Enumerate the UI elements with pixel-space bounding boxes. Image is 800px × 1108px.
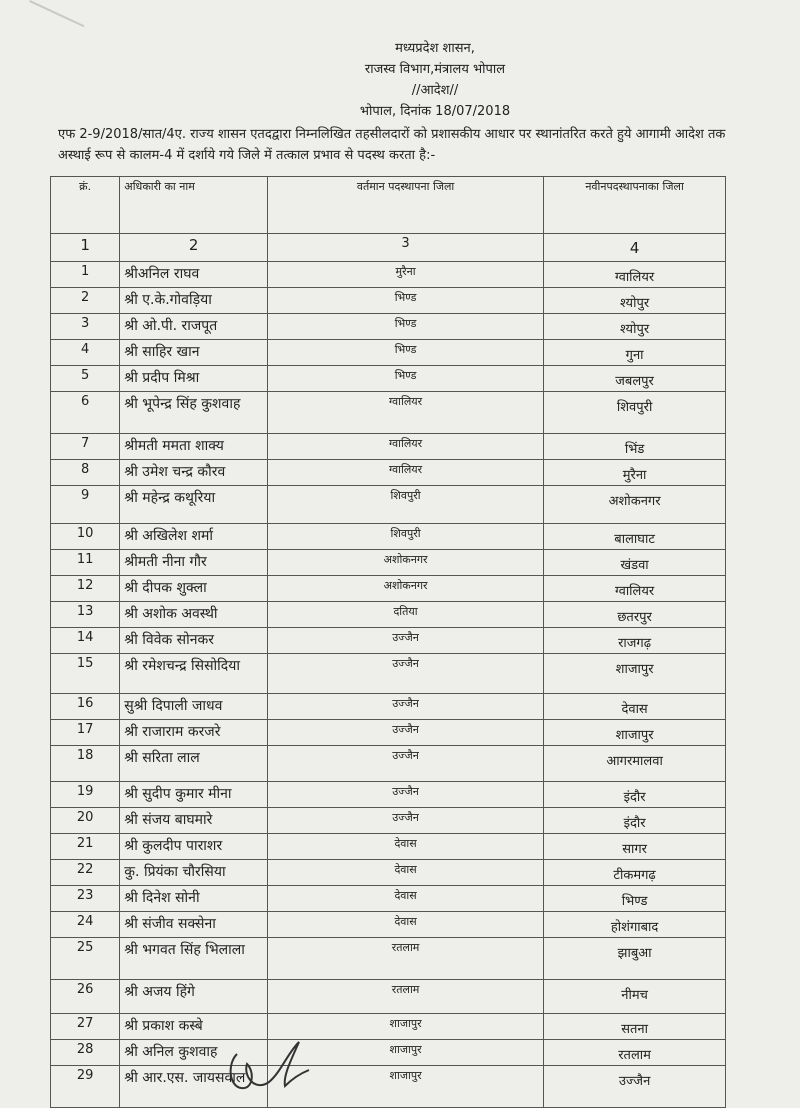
officer-name-cell: श्रीअनिल राघव bbox=[120, 262, 268, 288]
new-district-cell: गुना bbox=[544, 340, 726, 366]
officer-name-cell: श्री राजाराम करजरे bbox=[120, 720, 268, 746]
current-district-cell: अशोकनगर bbox=[267, 550, 543, 576]
table-row bbox=[51, 782, 726, 808]
current-district-cell: रतलाम bbox=[267, 938, 543, 980]
serial-cell: 26 bbox=[51, 980, 120, 1014]
officer-name-cell: श्रीमती नीना गौर bbox=[120, 550, 268, 576]
current-district-cell: ग्वालियर bbox=[267, 434, 543, 460]
col-header-current: वर्तमान पदस्थापना जिला bbox=[267, 177, 543, 234]
table-row bbox=[51, 1066, 726, 1108]
serial-cell: 19 bbox=[51, 782, 120, 808]
table-row bbox=[51, 694, 726, 720]
serial-cell: 17 bbox=[51, 720, 120, 746]
new-district-cell: होशंगाबाद bbox=[544, 912, 726, 938]
transfer-table bbox=[50, 176, 726, 1108]
officer-name-cell: श्री अखिलेश शर्मा bbox=[120, 524, 268, 550]
officer-name-cell: श्री सरिता लाल bbox=[120, 746, 268, 782]
serial-cell: 8 bbox=[51, 460, 120, 486]
current-district-cell: शाजापुर bbox=[267, 1014, 543, 1040]
current-district-cell: मुरैना bbox=[267, 262, 543, 288]
header-government: मध्यप्रदेश शासन, bbox=[395, 41, 475, 56]
officer-name-cell: श्री कुलदीप पाराशर bbox=[120, 834, 268, 860]
current-district-cell: उज्जैन bbox=[267, 720, 543, 746]
officer-name-cell: श्री ओ.पी. राजपूत bbox=[120, 314, 268, 340]
serial-cell: 1 bbox=[51, 262, 120, 288]
column-number: 3 bbox=[267, 234, 543, 262]
officer-name-cell: श्री विवेक सोनकर bbox=[120, 628, 268, 654]
table-row bbox=[51, 860, 726, 886]
new-district-cell: सतना bbox=[544, 1014, 726, 1040]
table-row bbox=[51, 886, 726, 912]
officer-name-cell: श्री आर.एस. जायसवाल bbox=[120, 1066, 268, 1108]
serial-cell: 10 bbox=[51, 524, 120, 550]
officer-name-cell: श्री उमेश चन्द्र कौरव bbox=[120, 460, 268, 486]
officer-name-cell: सुश्री दिपाली जाधव bbox=[120, 694, 268, 720]
serial-cell: 9 bbox=[51, 486, 120, 524]
serial-cell: 23 bbox=[51, 886, 120, 912]
current-district-cell: भिण्ड bbox=[267, 314, 543, 340]
new-district-cell: बालाघाट bbox=[544, 524, 726, 550]
serial-cell: 2 bbox=[51, 288, 120, 314]
table-row bbox=[51, 460, 726, 486]
table-row bbox=[51, 834, 726, 860]
table-row bbox=[51, 938, 726, 980]
officer-name-cell: श्री अशोक अवस्थी bbox=[120, 602, 268, 628]
serial-cell: 20 bbox=[51, 808, 120, 834]
table-row bbox=[51, 808, 726, 834]
serial-cell: 18 bbox=[51, 746, 120, 782]
current-district-cell: ग्वालियर bbox=[267, 392, 543, 434]
serial-cell: 13 bbox=[51, 602, 120, 628]
header-date: भोपाल, दिनांक 18/07/2018 bbox=[359, 104, 511, 119]
current-district-cell: देवास bbox=[267, 834, 543, 860]
officer-name-cell: श्री दिनेश सोनी bbox=[120, 886, 268, 912]
serial-cell: 12 bbox=[51, 576, 120, 602]
new-district-cell: भिंड bbox=[544, 434, 726, 460]
new-district-cell: भिण्ड bbox=[544, 886, 726, 912]
current-district-cell: भिण्ड bbox=[267, 288, 543, 314]
new-district-cell: इंदौर bbox=[544, 808, 726, 834]
officer-name-cell: श्री ए.के.गोवड़िया bbox=[120, 288, 268, 314]
current-district-cell: उज्जैन bbox=[267, 782, 543, 808]
current-district-cell: उज्जैन bbox=[267, 654, 543, 694]
table-row bbox=[51, 628, 726, 654]
serial-cell: 24 bbox=[51, 912, 120, 938]
current-district-cell: देवास bbox=[267, 860, 543, 886]
serial-cell: 29 bbox=[51, 1066, 120, 1108]
new-district-cell: श्योपुर bbox=[544, 288, 726, 314]
officer-name-cell: श्री साहिर खान bbox=[120, 340, 268, 366]
column-number: 2 bbox=[120, 234, 268, 262]
table-row bbox=[51, 434, 726, 460]
signature-mark bbox=[225, 1024, 315, 1096]
new-district-cell: झाबुआ bbox=[544, 938, 726, 980]
new-district-cell: खंडवा bbox=[544, 550, 726, 576]
col-header-serial: क्रं. bbox=[51, 177, 120, 234]
new-district-cell: जबलपुर bbox=[544, 366, 726, 392]
current-district-cell: शाजापुर bbox=[267, 1040, 543, 1066]
serial-cell: 15 bbox=[51, 654, 120, 694]
header-department: राजस्व विभाग,मंत्रालय भोपाल bbox=[364, 62, 506, 77]
current-district-cell: भिण्ड bbox=[267, 340, 543, 366]
serial-cell: 4 bbox=[51, 340, 120, 366]
table-row bbox=[51, 550, 726, 576]
officer-name-cell: श्री अनिल कुशवाह bbox=[120, 1040, 268, 1066]
current-district-cell: उज्जैन bbox=[267, 694, 543, 720]
table-row bbox=[51, 340, 726, 366]
officer-name-cell: श्री दीपक शुक्ला bbox=[120, 576, 268, 602]
serial-cell: 3 bbox=[51, 314, 120, 340]
officer-name-cell: श्री संजीव सक्सेना bbox=[120, 912, 268, 938]
table-row bbox=[51, 912, 726, 938]
table-header-row bbox=[51, 177, 726, 234]
table-row bbox=[51, 288, 726, 314]
current-district-cell: उज्जैन bbox=[267, 628, 543, 654]
serial-cell: 28 bbox=[51, 1040, 120, 1066]
officer-name-cell: श्री भूपेन्द्र सिंह कुशवाह bbox=[120, 392, 268, 434]
col-header-new: नवीनपदस्थापनाका जिला bbox=[544, 177, 726, 234]
officer-name-cell: श्री संजय बाघमारे bbox=[120, 808, 268, 834]
table-row bbox=[51, 524, 726, 550]
new-district-cell: श्योपुर bbox=[544, 314, 726, 340]
current-district-cell: देवास bbox=[267, 886, 543, 912]
new-district-cell: छतरपुर bbox=[544, 602, 726, 628]
table-row bbox=[51, 576, 726, 602]
document-header bbox=[0, 38, 800, 122]
current-district-cell: उज्जैन bbox=[267, 746, 543, 782]
officer-name-cell: श्री भगवत सिंह भिलाला bbox=[120, 938, 268, 980]
new-district-cell: आगरमालवा bbox=[544, 746, 726, 782]
table-row bbox=[51, 720, 726, 746]
table-row bbox=[51, 262, 726, 288]
current-district-cell: शिवपुरी bbox=[267, 524, 543, 550]
new-district-cell: टीकमगढ़ bbox=[544, 860, 726, 886]
serial-cell: 6 bbox=[51, 392, 120, 434]
current-district-cell: उज्जैन bbox=[267, 808, 543, 834]
table-row bbox=[51, 486, 726, 524]
officer-name-cell: श्री महेन्द्र कथूरिया bbox=[120, 486, 268, 524]
table-row bbox=[51, 746, 726, 782]
column-number: 4 bbox=[544, 234, 726, 262]
serial-cell: 27 bbox=[51, 1014, 120, 1040]
column-number-row bbox=[51, 234, 726, 262]
new-district-cell: राजगढ़ bbox=[544, 628, 726, 654]
serial-cell: 16 bbox=[51, 694, 120, 720]
serial-cell: 22 bbox=[51, 860, 120, 886]
current-district-cell: अशोकनगर bbox=[267, 576, 543, 602]
officer-name-cell: श्री प्रदीप मिश्रा bbox=[120, 366, 268, 392]
serial-cell: 7 bbox=[51, 434, 120, 460]
serial-cell: 14 bbox=[51, 628, 120, 654]
table-row bbox=[51, 1014, 726, 1040]
header-order-title: //आदेश// bbox=[411, 83, 459, 98]
new-district-cell: नीमच bbox=[544, 980, 726, 1014]
current-district-cell: शाजापुर bbox=[267, 1066, 543, 1108]
officer-name-cell: कु. प्रियंका चौरसिया bbox=[120, 860, 268, 886]
new-district-cell: मुरैना bbox=[544, 460, 726, 486]
serial-cell: 11 bbox=[51, 550, 120, 576]
new-district-cell: शाजापुर bbox=[544, 720, 726, 746]
officer-name-cell: श्री प्रकाश कस्बे bbox=[120, 1014, 268, 1040]
table-row bbox=[51, 654, 726, 694]
officer-name-cell: श्री अजय हिंगे bbox=[120, 980, 268, 1014]
new-district-cell: देवास bbox=[544, 694, 726, 720]
table-row bbox=[51, 366, 726, 392]
new-district-cell: अशोकनगर bbox=[544, 486, 726, 524]
table-row bbox=[51, 1040, 726, 1066]
new-district-cell: ग्वालियर bbox=[544, 576, 726, 602]
new-district-cell: सागर bbox=[544, 834, 726, 860]
table-body bbox=[51, 262, 726, 1108]
table-row bbox=[51, 980, 726, 1014]
serial-cell: 21 bbox=[51, 834, 120, 860]
officer-name-cell: श्री सुदीप कुमार मीना bbox=[120, 782, 268, 808]
serial-cell: 5 bbox=[51, 366, 120, 392]
officer-name-cell: श्रीमती ममता शाक्य bbox=[120, 434, 268, 460]
new-district-cell: रतलाम bbox=[544, 1040, 726, 1066]
current-district-cell: रतलाम bbox=[267, 980, 543, 1014]
order-intro: एफ 2-9/2018/सात/4ए. राज्य शासन एतदद्वारा निम्नलिखित तहसीलदारों को प्रशासकीय आधार पर स्थानांतरित करते हुये आगामी आदेश तक अस्थाई रूप से कालम-4 में दर्शाये गये जिले में तत्काल प्रभाव से पदस्थ करता है:- bbox=[58, 127, 726, 163]
table-row bbox=[51, 602, 726, 628]
table-row bbox=[51, 314, 726, 340]
current-district-cell: दतिया bbox=[267, 602, 543, 628]
new-district-cell: ग्वालियर bbox=[544, 262, 726, 288]
current-district-cell: शिवपुरी bbox=[267, 486, 543, 524]
table-row bbox=[51, 392, 726, 434]
new-district-cell: शिवपुरी bbox=[544, 392, 726, 434]
serial-cell: 25 bbox=[51, 938, 120, 980]
new-district-cell: उज्जैन bbox=[544, 1066, 726, 1108]
current-district-cell: देवास bbox=[267, 912, 543, 938]
current-district-cell: भिण्ड bbox=[267, 366, 543, 392]
column-number: 1 bbox=[51, 234, 120, 262]
officer-name-cell: श्री रमेशचन्द्र सिसोदिया bbox=[120, 654, 268, 694]
current-district-cell: ग्वालियर bbox=[267, 460, 543, 486]
new-district-cell: इंदौर bbox=[544, 782, 726, 808]
col-header-name: अधिकारी का नाम bbox=[120, 177, 268, 234]
new-district-cell: शाजापुर bbox=[544, 654, 726, 694]
